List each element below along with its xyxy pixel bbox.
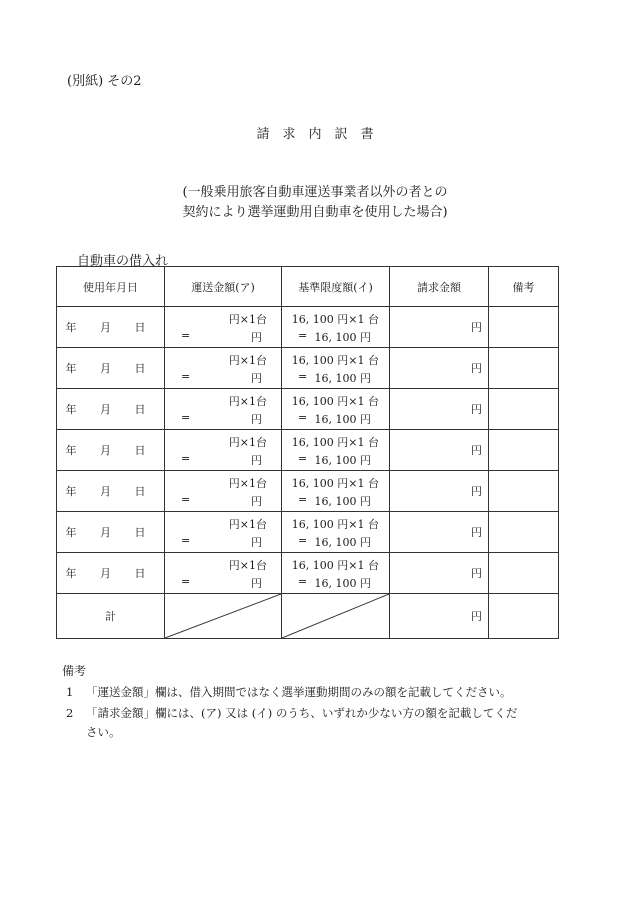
fare-equals: =	[181, 493, 191, 506]
fare-equals: =	[181, 411, 191, 424]
limit-cell	[282, 430, 390, 471]
remark-text: 「請求金額」欄には、(ア) 又は (イ) のうち、いずれか少ない方の額を記載してください。	[86, 706, 518, 739]
limit-equals: =	[298, 493, 308, 506]
date-cell: 年 月 日	[57, 471, 165, 512]
claim-cell: 円	[390, 512, 489, 553]
total-row	[57, 594, 559, 639]
subtitle	[0, 183, 630, 223]
total-claim-cell: 円	[390, 594, 489, 639]
page-title: 請求内訳書	[256, 127, 387, 142]
limit-equals: =	[298, 411, 308, 424]
limit-line-1: 16, 100 円×1 台	[291, 313, 379, 326]
claim-cell: 円	[390, 348, 489, 389]
limit-cell	[282, 389, 390, 430]
table-header-row	[57, 267, 559, 307]
remarks-title: 備考	[62, 664, 87, 678]
fare-equals: =	[181, 534, 191, 547]
fare-line-2: 円	[251, 372, 262, 385]
claim-cell: 円	[390, 430, 489, 471]
subtitle-line-1: (一般乗用旅客自動車運送事業者以外の者との	[182, 185, 448, 200]
limit-cell	[282, 512, 390, 553]
limit-line-2: 16, 100 円	[314, 577, 371, 590]
remark-number: 1	[66, 685, 74, 699]
table-row	[57, 348, 559, 389]
header-claim: 請求金額	[390, 267, 489, 307]
fare-cell	[165, 553, 282, 594]
table-row	[57, 512, 559, 553]
fare-line-1: 円×1台	[228, 559, 267, 572]
fare-line-2: 円	[251, 536, 262, 549]
claim-cell: 円	[390, 389, 489, 430]
fare-cell	[165, 471, 282, 512]
fare-equals: =	[181, 452, 191, 465]
date-cell: 年 月 日	[57, 430, 165, 471]
remarks-cell	[489, 348, 559, 389]
breakdown-table	[56, 266, 559, 639]
fare-line-2: 円	[251, 577, 262, 590]
limit-line-1: 16, 100 円×1 台	[291, 559, 379, 572]
section-label: 自動車の借入れ	[77, 254, 169, 269]
fare-line-1: 円×1台	[228, 477, 267, 490]
header-remarks: 備考	[489, 267, 559, 307]
limit-equals: =	[298, 534, 308, 547]
claim-cell: 円	[390, 471, 489, 512]
limit-line-2: 16, 100 円	[314, 495, 371, 508]
header-fare: 運送金額(ア)	[165, 267, 282, 307]
fare-line-1: 円×1台	[228, 395, 267, 408]
limit-line-2: 16, 100 円	[314, 536, 371, 549]
date-cell: 年 月 日	[57, 512, 165, 553]
attachment-label: (別紙) その2	[67, 74, 142, 89]
remarks-cell	[489, 512, 559, 553]
fare-cell	[165, 307, 282, 348]
fare-line-2: 円	[251, 413, 262, 426]
remarks-cell	[489, 430, 559, 471]
remark-number: 2	[66, 706, 74, 720]
limit-line-1: 16, 100 円×1 台	[291, 518, 379, 531]
limit-equals: =	[298, 575, 308, 588]
fare-cell	[165, 430, 282, 471]
table-row	[57, 307, 559, 348]
fare-line-1: 円×1台	[228, 354, 267, 367]
fare-line-1: 円×1台	[228, 518, 267, 531]
remarks-cell	[489, 307, 559, 348]
limit-line-1: 16, 100 円×1 台	[291, 477, 379, 490]
limit-line-1: 16, 100 円×1 台	[291, 354, 379, 367]
table-row	[57, 430, 559, 471]
remarks-cell	[489, 389, 559, 430]
diagonal-slash	[165, 594, 281, 638]
total-remarks-cell	[489, 594, 559, 639]
fare-line-2: 円	[251, 454, 262, 467]
limit-line-1: 16, 100 円×1 台	[291, 436, 379, 449]
limit-cell	[282, 348, 390, 389]
limit-equals: =	[298, 370, 308, 383]
subtitle-line-2: 契約により選挙運動用自動車を使用した場合)	[182, 205, 448, 220]
table-row	[57, 471, 559, 512]
claim-cell: 円	[390, 553, 489, 594]
limit-line-2: 16, 100 円	[314, 413, 371, 426]
date-cell: 年 月 日	[57, 553, 165, 594]
claim-cell: 円	[390, 307, 489, 348]
total-fare-cell	[165, 594, 282, 639]
limit-cell	[282, 553, 390, 594]
remarks-cell	[489, 471, 559, 512]
table-row	[57, 389, 559, 430]
limit-equals: =	[298, 452, 308, 465]
total-limit-cell	[282, 594, 390, 639]
fare-line-2: 円	[251, 331, 262, 344]
limit-line-2: 16, 100 円	[314, 372, 371, 385]
limit-cell	[282, 307, 390, 348]
remarks-cell	[489, 553, 559, 594]
fare-equals: =	[181, 575, 191, 588]
fare-cell	[165, 389, 282, 430]
fare-equals: =	[181, 329, 191, 342]
remark-text: 「運送金額」欄は、借入期間ではなく選挙運動期間のみの額を記載してください。	[86, 685, 512, 699]
total-label: 計	[57, 594, 165, 639]
fare-line-2: 円	[251, 495, 262, 508]
header-limit: 基準限度額(イ)	[282, 267, 390, 307]
limit-line-2: 16, 100 円	[314, 454, 371, 467]
diagonal-slash	[282, 594, 389, 638]
table-row	[57, 553, 559, 594]
fare-equals: =	[181, 370, 191, 383]
limit-line-2: 16, 100 円	[314, 331, 371, 344]
fare-line-1: 円×1台	[228, 313, 267, 326]
date-cell: 年 月 日	[57, 389, 165, 430]
header-use-date: 使用年月日	[57, 267, 165, 307]
limit-equals: =	[298, 329, 308, 342]
fare-line-1: 円×1台	[228, 436, 267, 449]
limit-cell	[282, 471, 390, 512]
date-cell: 年 月 日	[57, 307, 165, 348]
date-cell: 年 月 日	[57, 348, 165, 389]
limit-line-1: 16, 100 円×1 台	[291, 395, 379, 408]
fare-cell	[165, 512, 282, 553]
fare-cell	[165, 348, 282, 389]
